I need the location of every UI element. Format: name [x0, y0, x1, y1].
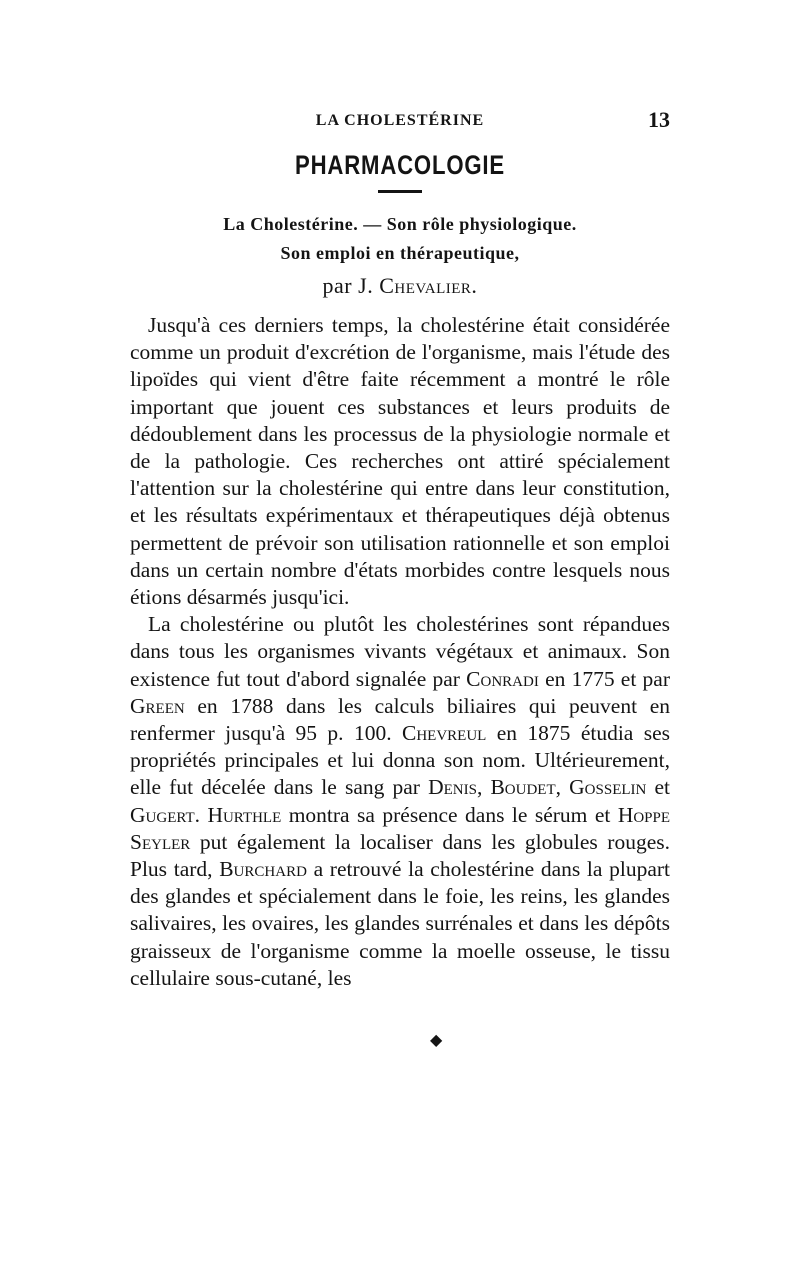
- author-name: Chevalier.: [379, 273, 478, 298]
- text-run: ,: [476, 775, 483, 800]
- article-subtitle-line1: La Cholestérine. — Son rôle physiologique.: [223, 214, 577, 234]
- article-subtitle-line2: Son emploi en thérapeutique,: [280, 243, 520, 263]
- running-title: LA CHOLESTÉRINE: [315, 112, 485, 129]
- name-gosselin: Gosselin: [569, 775, 647, 800]
- name-burchard: Burchard: [219, 857, 307, 882]
- text-run: put également la localiser dans les globules rouges. Plus tard,: [130, 829, 671, 882]
- text-run: La cholestérine ou plutôt les cholestérines sont répandues dans tous les organismes vivants végétaux et animaux. Son existence fut tout d'abord signalée par: [130, 612, 670, 691]
- body-text: [130, 312, 670, 992]
- text-run: en 1788 dans les calculs biliaires qui peuvent en renfermer jusqu'à 95 p. 100.: [130, 693, 671, 746]
- name-chevreul: Chevreul: [401, 721, 487, 746]
- byline: [130, 273, 670, 299]
- name-conradi: Conradi: [466, 666, 539, 691]
- name-boudet: Boudet: [490, 775, 556, 800]
- text-run: .: [194, 802, 200, 827]
- name-denis: Denis: [428, 775, 477, 800]
- name-green: Green: [130, 693, 185, 718]
- text-run: ,: [555, 775, 562, 800]
- text-run: et: [654, 775, 671, 800]
- text-run: en 1775 et par: [545, 666, 671, 691]
- paragraph-2: [130, 611, 670, 992]
- name-hurthle: Hurthle: [207, 802, 282, 827]
- title-rule: [378, 190, 422, 193]
- byline-prefix: par J.: [322, 273, 374, 298]
- paragraph-1: Jusqu'à ces derniers temps, la cholestérine était considérée comme un produit d'excrétion de l'organisme, mais l'étude des lipoïdes qui vient d'être faite récemment a montré le rôle important que jouent ces substances et leurs produits de dédoublement dans les processus de la physiologie normale et de la pathologie. Ces recherches ont attiré spécialement l'attention sur la cholestérine qui entre dans leur constitution, et les résultats expérimentaux et thérapeutiques déjà obtenus permettent de prévoir son utilisation rationnelle et son emploi dans un certain nombre d'états morbides contre lesquels nous étions désarmés jusqu'ici.: [130, 313, 670, 610]
- page-number: 13: [648, 107, 670, 132]
- name-hoppe-seyler: Hoppe Seyler: [130, 802, 671, 854]
- section-title: PHARMACOLOGIE: [295, 150, 505, 180]
- text-run: a retrouvé la cholestérine dans la plupart des glandes et spécialement dans le foie, les reins, les glandes salivaires, les ovaires, les glandes surrénales et dans les dépôts graisseux de l'organisme comme la moelle osseuse, le tissu cellulaire sous-cutané, les: [130, 857, 671, 990]
- name-gugert: Gugert: [130, 802, 195, 827]
- printer-mark-icon: ◆: [430, 1032, 443, 1049]
- text-run: en 1875 étudia ses propriétés principales et lui donna son nom. Ultérieurement, elle fut décelée dans le sang par: [130, 721, 671, 800]
- text-run: montra sa présence dans le sérum et: [288, 802, 611, 827]
